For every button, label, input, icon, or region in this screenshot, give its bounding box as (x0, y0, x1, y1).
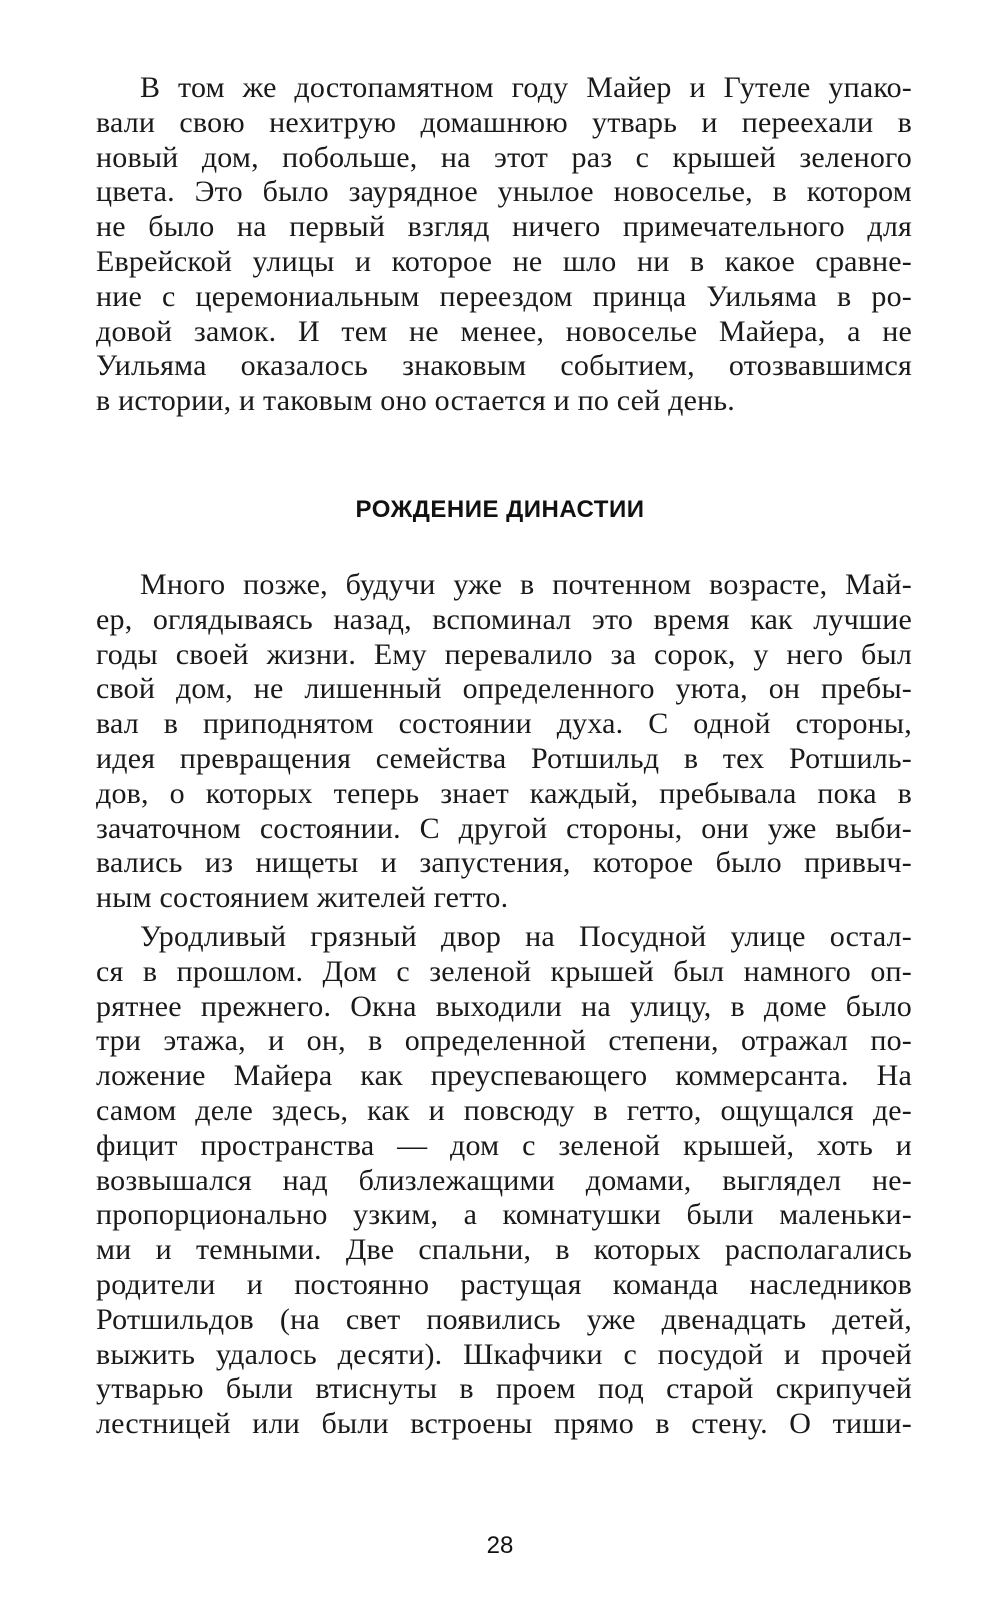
text-line: пропорционально узким, а комнатушки были маленьки- (96, 1198, 912, 1232)
text-line: вал в приподнятом состоянии духа. С одной стороны, (96, 707, 912, 741)
text-line: самом деле здесь, как и повсюду в гетто, ощущался де- (96, 1093, 912, 1127)
text-line: ным состоянием жителей гетто. (96, 881, 509, 915)
text-line: не было на первый взгляд ничего примечательного для (96, 210, 912, 244)
text-line: вали свою нехитрую домашнюю утварь и переехали в (96, 105, 912, 139)
text-line: ся в прошлом. Дом с зеленой крышей был намного оп- (96, 954, 912, 988)
text-line: свой дом, не лишенный определенного уюта, он пребы- (96, 672, 912, 706)
text-line: Ротшильдов (на свет появились уже двенадцать детей, (96, 1302, 912, 1336)
text-line: в истории, и таковым оно остается и по сей день. (96, 384, 735, 418)
text-line: утварью были втиснуты в проем под старой скрипучей (96, 1372, 912, 1406)
text-line: Уродливый грязный двор на Посудной улице остал- (140, 920, 912, 953)
text-line: Много позже, будучи уже в почтенном возрасте, Май- (140, 568, 912, 601)
text-line: фицит пространства — дом с зеленой крышей, хоть и (96, 1128, 912, 1162)
text-line: рятнее прежнего. Окна выходили на улицу, в доме было (96, 989, 912, 1023)
text-line: новый дом, побольше, на этот раз с крышей зеленого (96, 140, 912, 174)
text-line: дов, о которых теперь знает каждый, пребывала пока в (96, 776, 912, 810)
text-line: родители и постоянно растущая команда наследников (96, 1267, 912, 1301)
text-line: выжить удалось десяти). Шкафчики с посудой и прочей (96, 1337, 912, 1371)
section-heading: РОЖДЕНИЕ ДИНАСТИИ (355, 496, 645, 523)
paragraph-3 (96, 920, 912, 1442)
text-line: ложение Майера как преуспевающего коммерсанта. На (96, 1059, 912, 1093)
text-line: вались из нищеты и запустения, которое было привыч- (96, 846, 912, 880)
paragraph-2 (96, 568, 912, 916)
text-line: ми и темными. Две спальни, в которых располагались (96, 1233, 912, 1267)
text-line: идея превращения семейства Ротшильд в тех Ротшиль- (96, 741, 912, 775)
text-line: довой замок. И тем не менее, новоселье Майера, а не (96, 314, 912, 348)
text-line: В том же достопамятном году Майер и Гутеле упако- (140, 71, 912, 104)
text-line: зачаточном состоянии. С другой стороны, они уже выби- (96, 811, 912, 845)
paragraph-1 (96, 71, 912, 419)
text-line: Еврейской улицы и которое не шло ни в какое сравне- (96, 244, 912, 278)
text-line: лестницей или были встроены прямо в стену. О тиши- (96, 1407, 912, 1441)
text-line: ние с церемониальным переездом принца Уильяма в ро- (96, 279, 912, 313)
text-line: три этажа, и он, в определенной степени, отражал по- (96, 1024, 912, 1058)
text-line: Уильяма оказалось знаковым событием, отозвавшимся (96, 349, 912, 383)
text-line: цвета. Это было заурядное унылое новоселье, в котором (96, 175, 912, 209)
text-line: годы своей жизни. Ему перевалило за сорок, у него был (96, 637, 912, 671)
text-line: возвышался над близлежащими домами, выглядел не- (96, 1163, 912, 1197)
page-number: 28 (486, 1532, 514, 1559)
text-line: ер, оглядываясь назад, вспоминал это время как лучшие (96, 602, 912, 636)
